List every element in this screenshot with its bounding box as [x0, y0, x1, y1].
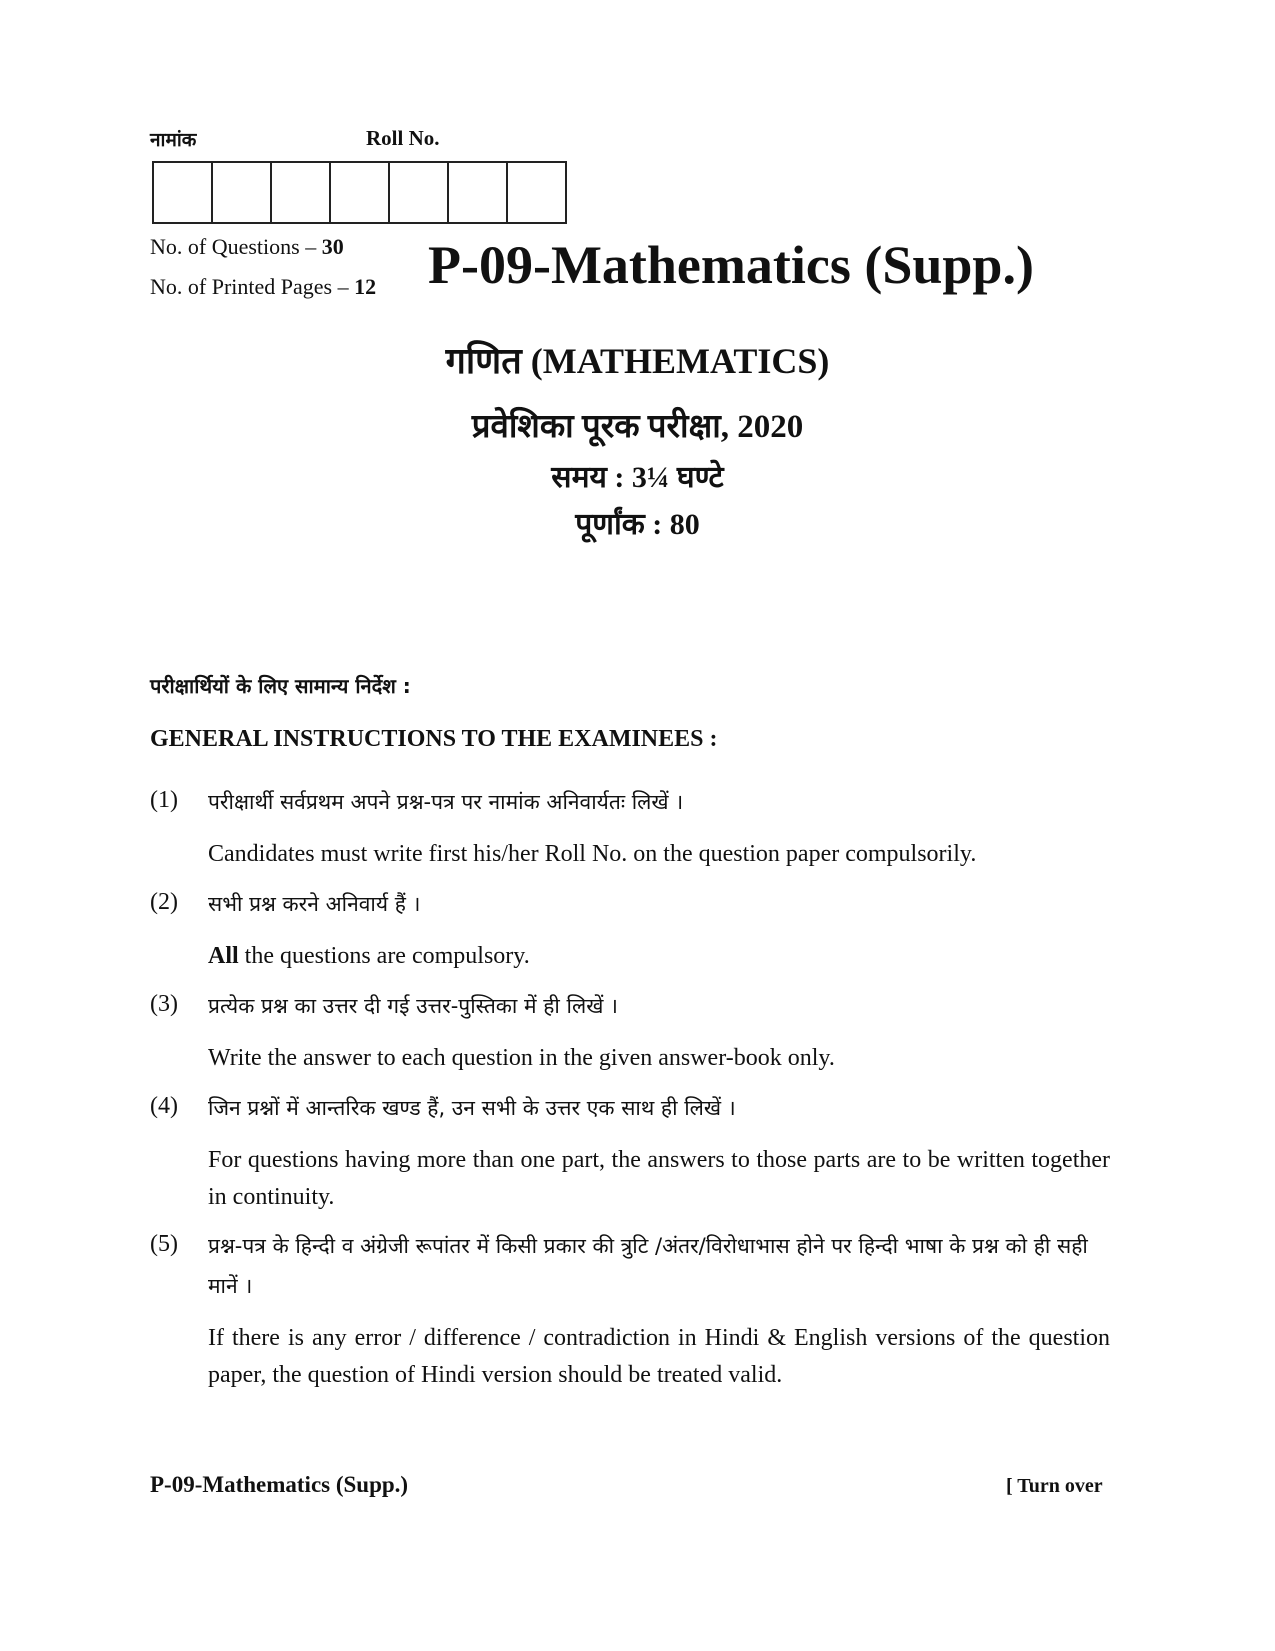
number-of-pages [150, 274, 376, 300]
turn-over-label: [ Turn over [1006, 1475, 1103, 1497]
instruction-text-hindi: जिन प्रश्नों में आन्तरिक खण्ड हैं, उन सभी के उत्तर एक साथ ही लिखें । [208, 1096, 736, 1120]
instruction-number: (5) [150, 1231, 178, 1257]
instruction-text-english-rest: the questions are compulsory. [238, 943, 530, 969]
instruction-number: (3) [150, 991, 178, 1017]
instructions-heading-english: GENERAL INSTRUCTIONS TO THE EXAMINEES : [150, 726, 718, 752]
instructions-heading-hindi: परीक्षार्थियों के लिए सामान्य निर्देश : [150, 674, 411, 698]
instruction-number: (2) [150, 889, 178, 915]
roll-number-box[interactable] [508, 163, 567, 222]
instruction-text-hindi: प्रश्न-पत्र के हिन्दी व अंग्रेजी रूपांतर में किसी प्रकार की त्रुटि /अंतर/विरोधाभास होने पर हिन्दी भाषा के प्रश्न को ही सही मानें । [208, 1234, 1088, 1298]
maximum-marks: पूर्णांक : 80 [575, 508, 700, 541]
instruction-item [150, 1088, 1110, 1216]
roll-number-box[interactable] [390, 163, 449, 222]
roll-number-box[interactable] [449, 163, 508, 222]
subject-title: गणित (MATHEMATICS) [445, 341, 830, 381]
instruction-text-hindi: प्रत्येक प्रश्न का उत्तर दी गई उत्तर-पुस्तिका में ही लिखें । [208, 994, 619, 1018]
roll-number-label-hindi: नामांक [150, 129, 197, 151]
roll-number-box[interactable] [154, 163, 213, 222]
instruction-number: (1) [150, 787, 178, 813]
instruction-number: (4) [150, 1093, 178, 1119]
number-of-pages-label: No. of Printed Pages – [150, 274, 349, 299]
instruction-text-english [208, 938, 1110, 975]
instruction-item [150, 884, 1110, 975]
exam-name: प्रवेशिका पूरक परीक्षा, 2020 [471, 409, 804, 445]
instruction-text-hindi: परीक्षार्थी सर्वप्रथम अपने प्रश्न-पत्र पर नामांक अनिवार्यतः लिखें । [208, 790, 684, 814]
paper-code-title: P-09-Mathematics (Supp.) [428, 235, 1034, 295]
instruction-item [150, 1226, 1110, 1394]
instruction-item [150, 782, 1110, 873]
exam-duration: समय : 3¼ घण्टे [551, 461, 724, 494]
number-of-questions-value: 30 [321, 234, 344, 259]
instruction-item [150, 986, 1110, 1077]
roll-number-boxes[interactable] [152, 161, 567, 224]
instruction-text-english: For questions having more than one part, the answers to those parts are to be written together in continuity. [208, 1147, 1110, 1210]
instruction-text-english: If there is any error / difference / contradiction in Hindi & English versions of the question paper, the question of Hindi version should be treated valid. [208, 1325, 1110, 1388]
roll-number-label-english: Roll No. [366, 126, 440, 150]
number-of-questions-label: No. of Questions – [150, 234, 317, 259]
instruction-text-hindi: सभी प्रश्न करने अनिवार्य हैं । [208, 892, 421, 916]
roll-number-box[interactable] [272, 163, 331, 222]
number-of-pages-value: 12 [354, 274, 377, 299]
footer-paper-code: P-09-Mathematics (Supp.) [150, 1472, 409, 1497]
roll-number-box[interactable] [213, 163, 272, 222]
number-of-questions [150, 234, 344, 260]
instruction-emphasis: All [208, 943, 239, 969]
instruction-text-english: Candidates must write first his/her Roll No. on the question paper compulsorily. [208, 841, 977, 867]
instruction-text-english: Write the answer to each question in the given answer-book only. [208, 1045, 835, 1071]
roll-number-box[interactable] [331, 163, 390, 222]
